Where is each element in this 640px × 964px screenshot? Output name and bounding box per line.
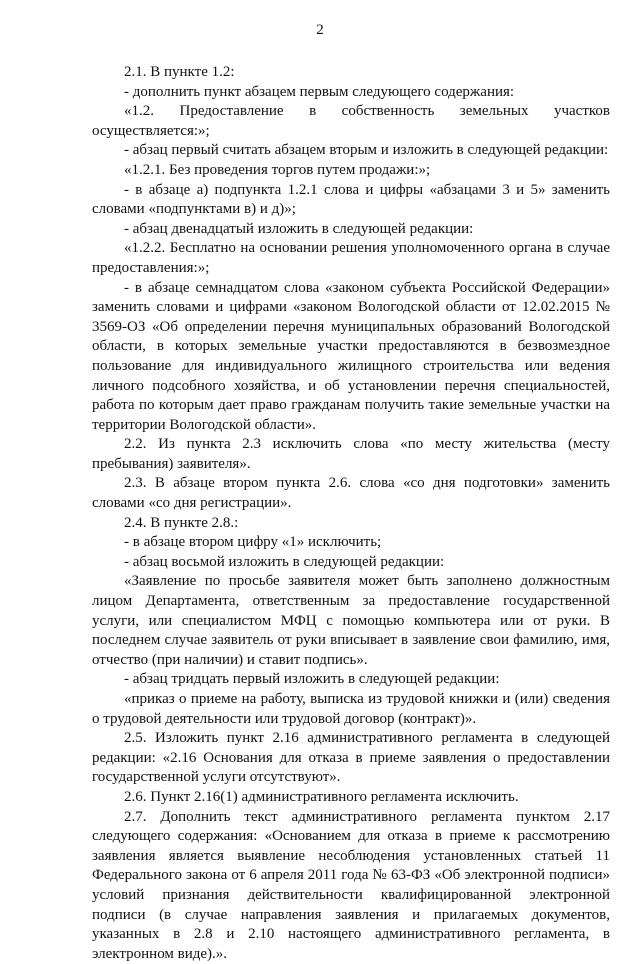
paragraph-quote-1-2-1: «1.2.1. Без проведения торгов путем продажи:»; <box>124 161 431 178</box>
paragraph-quote-zayavlenie: «Заявление по просьбе заявителя может быть заполнено должностным лицом Департамента, ответственным за предоставление государственной услуги, или специалистом МФЦ с помощью компьютера или от руки. В последнем случае заявитель от руки вписывает в заявление свои фамилию, имя, отчество (при наличии) и ставит подпись». <box>92 573 610 668</box>
paragraph-eighth-abzac: - абзац восьмой изложить в следующей редакции: <box>124 553 445 570</box>
paragraph-second-abzac-digit: - в абзаце втором цифру «1» исключить; <box>124 534 382 551</box>
paragraph-add-first-abzac: - дополнить пункт абзацем первым следующего содержания: <box>124 83 515 100</box>
paragraph-seventeenth-abzac: - в абзаце семнадцатом слова «законом субъекта Российской Федерации» заменить словами и цифрами «законом Вологодской области от 12.02.2015 № 3569-ОЗ «Об определении перечня муниципальных образований Вологодской области, в которых земельные участки предоставляются в безвозмездное пользование для индивидуального жилищного строительства или ведения личного подсобного хозяйства, и об установлении перечня специальностей, работа по которым дает право гражданам получить такие земельные участки на территории Вологодской области». <box>92 279 610 433</box>
paragraph-2-3: 2.3. В абзаце втором пункта 2.6. слова «со дня подготовки» заменить словами «со дня регистрации». <box>92 475 610 512</box>
paragraph-quote-prikaz: «приказ о приеме на работу, выписка из трудовой книжки и (или) сведения о трудовой деятельности или трудовой договор (контракт)». <box>92 691 610 727</box>
document-body <box>92 63 610 964</box>
paragraph-thirty-first-abzac: - абзац тридцать первый изложить в следующей редакции: <box>124 671 500 688</box>
paragraph-2-6: 2.6. Пункт 2.16(1) административного регламента исключить. <box>124 788 519 805</box>
paragraph-quote-1-2-2: «1.2.2. Бесплатно на основании решения уполномоченного органа в случае предоставления:»; <box>92 240 610 276</box>
paragraph-abzac-a: - в абзаце а) подпункта 1.2.1 слова и цифры «абзацами 3 и 5» заменить словами «подпунктами в) и д)»; <box>92 181 610 218</box>
paragraph-2-7: 2.7. Дополнить текст административного регламента пунктом 2.17 следующего содержания: «Основанием для отказа в приеме к рассмотрению заявления является выявление несоблюдения установленных статьей 11 Федерального закона от 6 апреля 2011 года № 63-ФЗ «Об электронной подписи» условий признания действительности квалифицированной электронной подписи (в случае направления заявления и прилагаемых документов, указанных в 2.8 и 2.10 настоящего административного регламента, в электронном виде).». <box>92 808 610 962</box>
page-number: 2 <box>316 22 324 38</box>
paragraph-2-4-heading: 2.4. В пункте 2.8.: <box>124 514 239 531</box>
paragraph-first-to-second: - абзац первый считать абзацем вторым и изложить в следующей редакции: <box>124 142 609 159</box>
paragraph-2-5: 2.5. Изложить пункт 2.16 административного регламента в следующей редакции: «2.16 Основания для отказа в приеме заявления о предоставлении государственной услуги отсутствуют». <box>92 730 610 786</box>
paragraph-twelfth-abzac: - абзац двенадцатый изложить в следующей редакции: <box>124 220 474 237</box>
paragraph-2-2: 2.2. Из пункта 2.3 исключить слова «по месту жительства (месту пребывания) заявителя». <box>92 436 610 472</box>
paragraph-quote-1-2: «1.2. Предоставление в собственность земельных участков осуществляется:»; <box>92 103 610 139</box>
paragraph-2-1-heading: 2.1. В пункте 1.2: <box>124 64 235 80</box>
